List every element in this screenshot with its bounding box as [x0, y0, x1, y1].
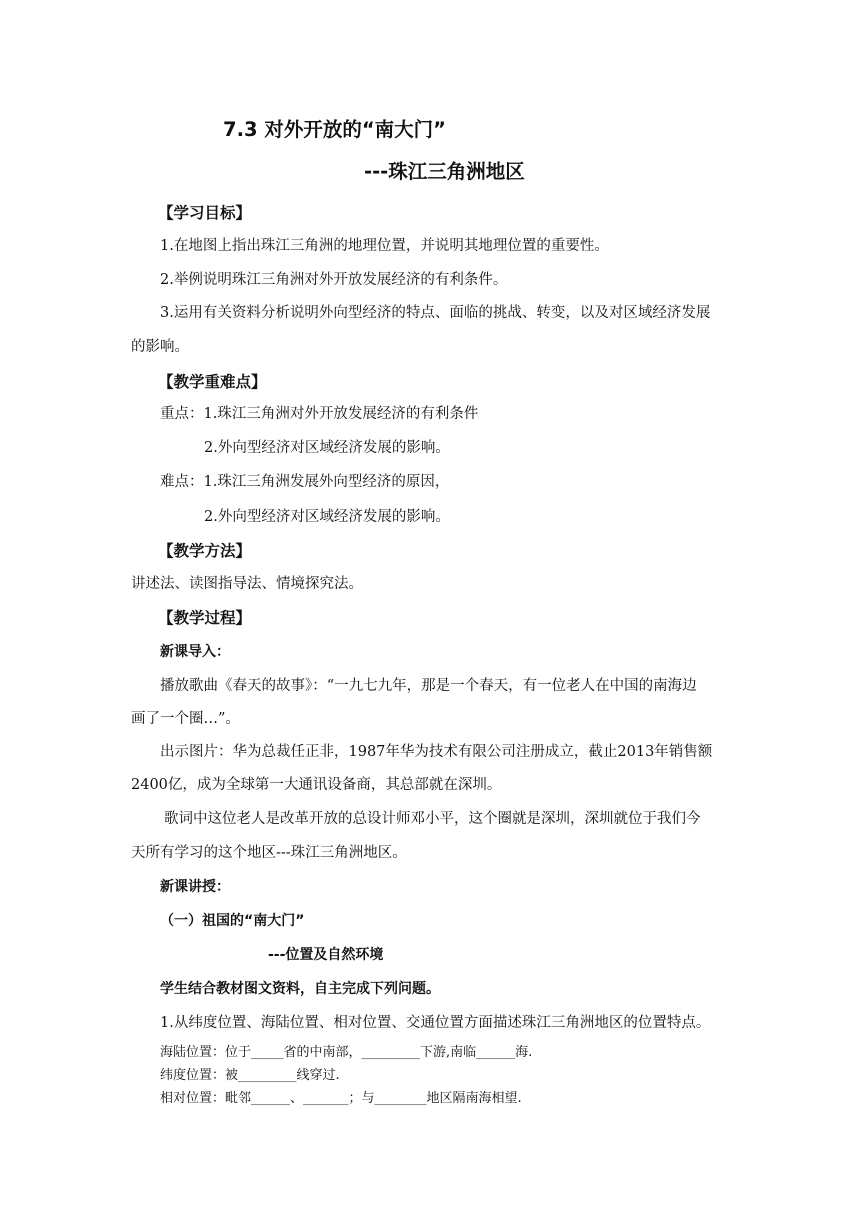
keypoints-heading: 【教学重难点】: [158, 373, 267, 391]
lecture-label: 新课讲授：: [160, 879, 230, 895]
instruction-text: 学生结合教材图文资料，自主完成下列问题。: [160, 981, 440, 997]
intro-paragraph: 播放歌曲《春天的故事》：“一九七九年，那是一个春天，有一位老人在中国的南海边: [160, 678, 697, 694]
page-subtitle: ---珠江三角洲地区: [364, 160, 525, 183]
goal-item: 3.运用有关资料分析说明外向型经济的特点、面临的挑战、转变，以及对区域经济发展: [160, 305, 711, 321]
goal-item: 1.在地图上指出珠江三角洲的地理位置，并说明其地理位置的重要性。: [160, 238, 609, 254]
difficulty-item: 难点：1.珠江三角洲发展外向型经济的原因，: [160, 474, 450, 490]
part1-subtitle: ---位置及自然环境: [268, 947, 384, 963]
fill-line-latitude: 纬度位置：被_________线穿过.: [160, 1068, 340, 1083]
intro-paragraph: 出示图片：华为总裁任正非，1987年华为技术有限公司注册成立，截止2013年销售额: [160, 744, 713, 760]
part1-title: （一）祖国的“南大门”: [160, 913, 305, 929]
goal-item-continued: 的影响。: [131, 339, 189, 355]
method-text: 讲述法、读图指导法、情境探究法。: [131, 576, 363, 592]
page-title: 7.3 对外开放的“南大门”: [223, 118, 446, 141]
method-heading: 【教学方法】: [158, 542, 252, 560]
intro-paragraph: 2400亿，成为全球第一大通讯设备商，其总部就在深圳。: [131, 777, 502, 793]
intro-label: 新课导入：: [160, 644, 230, 660]
intro-paragraph: 画了一个圈…”。: [131, 711, 240, 727]
goal-item: 2.举例说明珠江三角洲对外开放发展经济的有利条件。: [160, 272, 508, 288]
intro-paragraph: 歌词中这位老人是改革开放的总设计师邓小平，这个圈就是深圳，深圳就位于我们今: [164, 811, 701, 827]
difficulty-item: 2.外向型经济对区域经济发展的影响。: [204, 509, 450, 525]
fill-line-relative: 相对位置：毗邻______、_______；与________地区隔南海相望.: [160, 1091, 522, 1106]
fill-line-sea-land: 海陆位置：位于_____省的中南部，_________下游,南临______海.: [160, 1045, 533, 1060]
process-heading: 【教学过程】: [158, 609, 252, 627]
goals-heading: 【学习目标】: [158, 204, 252, 222]
keypoint-item: 2.外向型经济对区域经济发展的影响。: [204, 440, 450, 456]
question-1: 1.从纬度位置、海陆位置、相对位置、交通位置方面描述珠江三角洲地区的位置特点。: [160, 1015, 711, 1031]
intro-paragraph: 天所有学习的这个地区---珠江三角洲地区。: [131, 845, 407, 861]
keypoint-item: 重点：1.珠江三角洲对外开放发展经济的有利条件: [160, 406, 479, 422]
